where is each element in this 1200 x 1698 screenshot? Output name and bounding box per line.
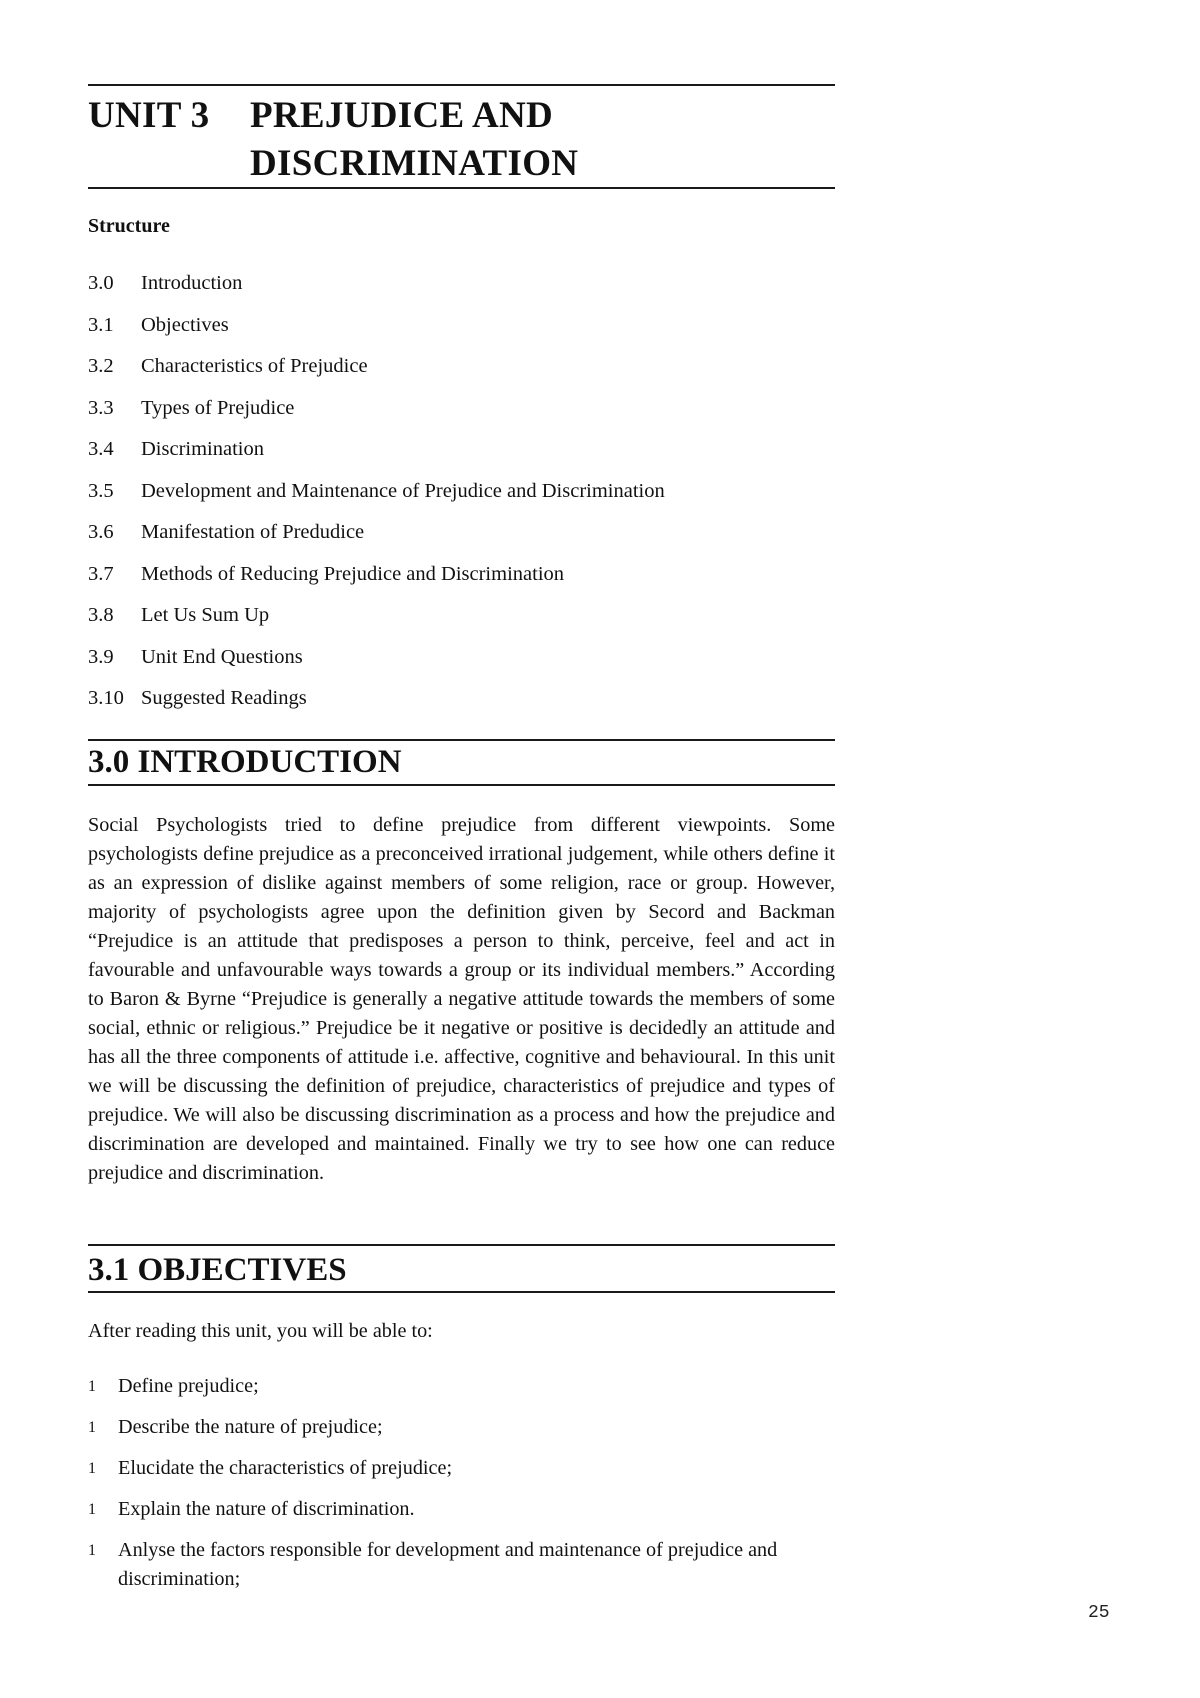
objective-item xyxy=(88,1495,835,1524)
toc-number: 3.8 xyxy=(88,604,114,626)
toc-label: Manifestation of Predudice xyxy=(141,521,365,543)
toc-label: Let Us Sum Up xyxy=(141,604,270,626)
structure-list xyxy=(88,268,665,725)
page-number: 25 xyxy=(1088,1603,1110,1623)
objectives-heading: 3.1 OBJECTIVES xyxy=(88,1252,347,1288)
toc-number: 3.4 xyxy=(88,438,114,460)
toc-label: Introduction xyxy=(141,272,243,294)
structure-heading: Structure xyxy=(88,215,170,237)
toc-label: Discrimination xyxy=(141,438,264,460)
toc-number: 3.0 xyxy=(88,272,114,294)
objectives-intro: After reading this unit, you will be able to: xyxy=(88,1320,433,1342)
objective-item xyxy=(88,1536,835,1594)
unit-title xyxy=(88,92,835,188)
toc-number: 3.10 xyxy=(88,687,124,709)
toc-number: 3.1 xyxy=(88,313,114,336)
bullet-marker: 1 xyxy=(88,1501,96,1518)
toc-item xyxy=(88,393,665,435)
objectives-top-rule xyxy=(88,1244,835,1246)
objective-text: Define prejudice; xyxy=(118,1375,259,1397)
unit-title-line2: DISCRIMINATION xyxy=(250,143,579,184)
bullet-marker: 1 xyxy=(88,1542,96,1559)
toc-label: Unit End Questions xyxy=(141,645,303,668)
toc-label: Objectives xyxy=(141,313,229,336)
objectives-bottom-rule xyxy=(88,1291,835,1293)
toc-number: 3.7 xyxy=(88,562,114,585)
toc-label: Methods of Reducing Prejudice and Discrimination xyxy=(141,562,565,585)
introduction-heading: 3.0 INTRODUCTION xyxy=(88,744,402,780)
toc-item xyxy=(88,642,665,684)
unit-label: UNIT 3 xyxy=(88,95,210,136)
objective-text: Describe the nature of prejudice; xyxy=(118,1416,383,1438)
introduction-bottom-rule xyxy=(88,784,835,786)
toc-label: Types of Prejudice xyxy=(141,396,295,419)
toc-item xyxy=(88,559,665,601)
introduction-top-rule xyxy=(88,739,835,741)
objectives-list xyxy=(88,1372,835,1606)
bullet-marker: 1 xyxy=(88,1419,96,1436)
toc-number: 3.6 xyxy=(88,521,114,543)
toc-label: Characteristics of Prejudice xyxy=(141,355,368,377)
toc-number: 3.3 xyxy=(88,396,114,419)
bullet-marker: 1 xyxy=(88,1460,96,1477)
bullet-marker: 1 xyxy=(88,1378,96,1395)
toc-label: Development and Maintenance of Prejudice and Discrimination xyxy=(141,479,665,502)
objective-item xyxy=(88,1372,835,1401)
unit-title-line1: PREJUDICE AND xyxy=(250,95,554,136)
toc-item xyxy=(88,600,665,642)
toc-number: 3.2 xyxy=(88,355,114,377)
toc-item xyxy=(88,351,665,393)
toc-number: 3.5 xyxy=(88,479,114,502)
objective-item xyxy=(88,1413,835,1442)
toc-item xyxy=(88,517,665,559)
objective-text: Anlyse the factors responsible for development and maintenance of prejudice and discrimination; xyxy=(118,1539,778,1590)
introduction-paragraph: Social Psychologists tried to define prejudice from different viewpoints. Some psychologists define prejudice as a preconceived irrational judgement, while others define it as an expression of dislike against members of some religion, race or group. However, majority of psychologists agree upon the definition given by Secord and Backman “Prejudice is an attitude that predisposes a person to think, perceive, feel and act in favourable and unfavourable ways towards a group or its individual members.” According to Baron & Byrne “Prejudice is generally a negative attitude towards the members of some social, ethnic or religious.” Prejudice be it negative or positive is decidedly an attitude and has all the three components of attitude i.e. affective, cognitive and behavioural. In this unit we will be discussing the definition of prejudice, characteristics of prejudice and types of prejudice. We will also be discussing discrimination as a process and how the prejudice and discrimination are developed and maintained. Finally we try to see how one can reduce prejudice and discrimination. xyxy=(88,814,835,1184)
objective-item xyxy=(88,1454,835,1483)
toc-label: Suggested Readings xyxy=(141,687,307,709)
objective-text: Explain the nature of discrimination. xyxy=(118,1498,415,1520)
toc-item xyxy=(88,310,665,352)
title-top-rule xyxy=(88,84,835,86)
toc-item xyxy=(88,434,665,476)
toc-item xyxy=(88,476,665,518)
objective-text: Elucidate the characteristics of prejudice; xyxy=(118,1457,453,1479)
document-page xyxy=(88,0,835,1698)
toc-number: 3.9 xyxy=(88,645,114,668)
toc-item xyxy=(88,268,665,310)
title-bottom-rule xyxy=(88,187,835,189)
toc-item xyxy=(88,683,665,725)
